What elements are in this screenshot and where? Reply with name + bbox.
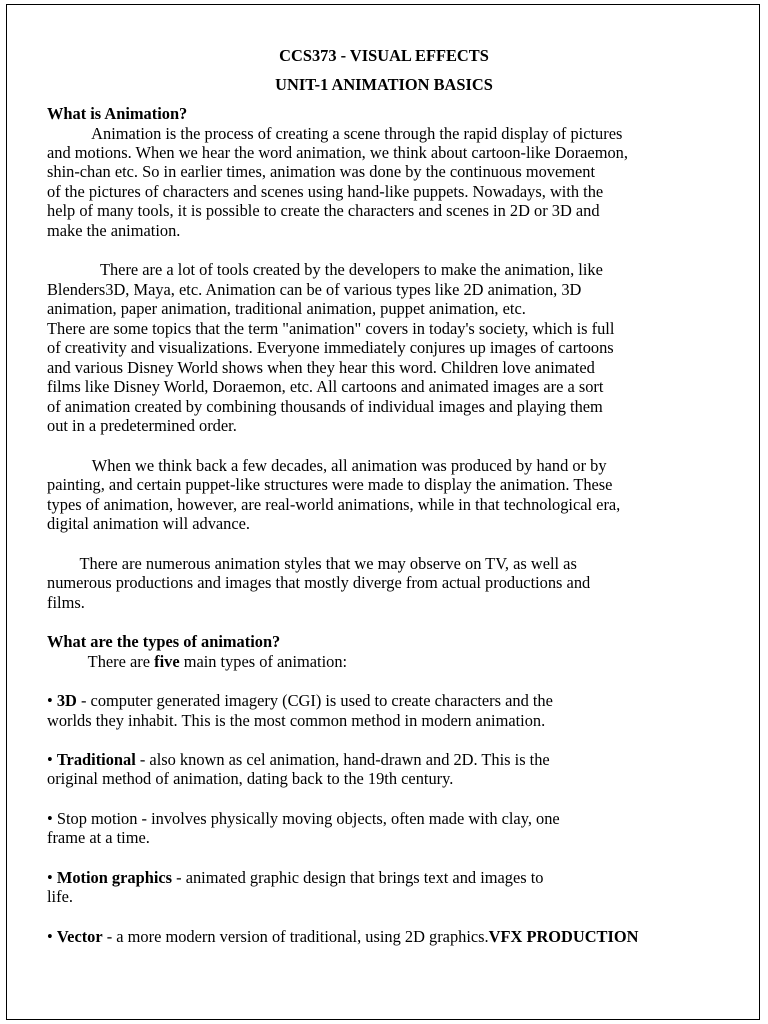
paragraph-1-line: Animation is the process of creating a scene through the rapid display of pictures	[47, 124, 623, 143]
paragraph-1-line: shin-chan etc. So in earlier times, animation was done by the continuous movement	[47, 162, 596, 181]
section-heading-what-is-animation: What is Animation?	[47, 104, 188, 123]
section-heading-types-of-animation: What are the types of animation?	[47, 632, 281, 651]
vfx-production-heading: VFX PRODUCTION	[488, 927, 639, 946]
unit-heading: UNIT-1 ANIMATION BASICS	[275, 75, 493, 94]
bullet-stop-motion-continued: frame at a time.	[47, 828, 150, 847]
paragraph-2-line: films like Disney World, Doraemon, etc. All cartoons and animated images are a sort	[47, 377, 604, 396]
paragraph-2-line: animation, paper animation, traditional animation, puppet animation, etc.	[47, 299, 526, 318]
bullet-vector: • Vector - a more modern version of traditional, using 2D graphics.VFX PRODUCTION	[47, 927, 639, 946]
bullet-motion-graphics-term: Motion graphics	[56, 868, 173, 887]
types-intro: There are five main types of animation:	[47, 652, 348, 671]
paragraph-4-line: numerous productions and images that mostly diverge from actual productions and	[47, 573, 591, 592]
bullet-3d-continued: worlds they inhabit. This is the most common method in modern animation.	[47, 711, 546, 730]
document-page	[6, 4, 760, 1020]
paragraph-3-line: painting, and certain puppet-like structures were made to display the animation. These	[47, 475, 613, 494]
paragraph-3-line: digital animation will advance.	[47, 514, 251, 533]
paragraph-1-line: of the pictures of characters and scenes using hand-like puppets. Nowadays, with the	[47, 182, 604, 201]
paragraph-2-line: of animation created by combining thousands of individual images and playing them	[47, 397, 603, 416]
paragraph-2-line: of creativity and visualizations. Everyone immediately conjures up images of cartoons	[47, 338, 614, 357]
bullet-3d-term: 3D	[56, 691, 77, 710]
paragraph-4-line: films.	[47, 593, 85, 612]
paragraph-2-line: and various Disney World shows when they hear this word. Children love animated	[47, 358, 595, 377]
bullet-vector-term: Vector	[56, 927, 103, 946]
five-emphasis: five	[154, 652, 180, 671]
bullet-motion-graphics-continued: life.	[47, 887, 73, 906]
paragraph-2-line: out in a predetermined order.	[47, 416, 237, 435]
document-title: CCS373 - VISUAL EFFECTS	[279, 46, 489, 65]
paragraph-2-line: Blenders3D, Maya, etc. Animation can be of various types like 2D animation, 3D	[47, 280, 582, 299]
paragraph-4-line: There are numerous animation styles that we may observe on TV, as well as	[47, 554, 577, 573]
paragraph-3-line: types of animation, however, are real-world animations, while in that technological era,	[47, 495, 621, 514]
paragraph-2-line: There are a lot of tools created by the developers to make the animation, like	[47, 260, 603, 279]
bullet-3d: • 3D - computer generated imagery (CGI) is used to create characters and the	[47, 691, 553, 710]
bullet-traditional-continued: original method of animation, dating back to the 19th century.	[47, 769, 454, 788]
bullet-traditional-term: Traditional	[56, 750, 136, 769]
paragraph-1-line: help of many tools, it is possible to create the characters and scenes in 2D or 3D and	[47, 201, 600, 220]
bullet-stop-motion: • Stop motion - involves physically moving objects, often made with clay, one	[47, 809, 560, 828]
bullet-traditional: • Traditional - also known as cel animation, hand-drawn and 2D. This is the	[47, 750, 550, 769]
paragraph-2-line: There are some topics that the term "animation" covers in today's society, which is full	[47, 319, 615, 338]
paragraph-1-line: make the animation.	[47, 221, 181, 240]
paragraph-3-line: When we think back a few decades, all animation was produced by hand or by	[47, 456, 607, 475]
paragraph-1-line: and motions. When we hear the word animation, we think about cartoon-like Doraemon,	[47, 143, 628, 162]
bullet-motion-graphics: • Motion graphics - animated graphic design that brings text and images to	[47, 868, 544, 887]
